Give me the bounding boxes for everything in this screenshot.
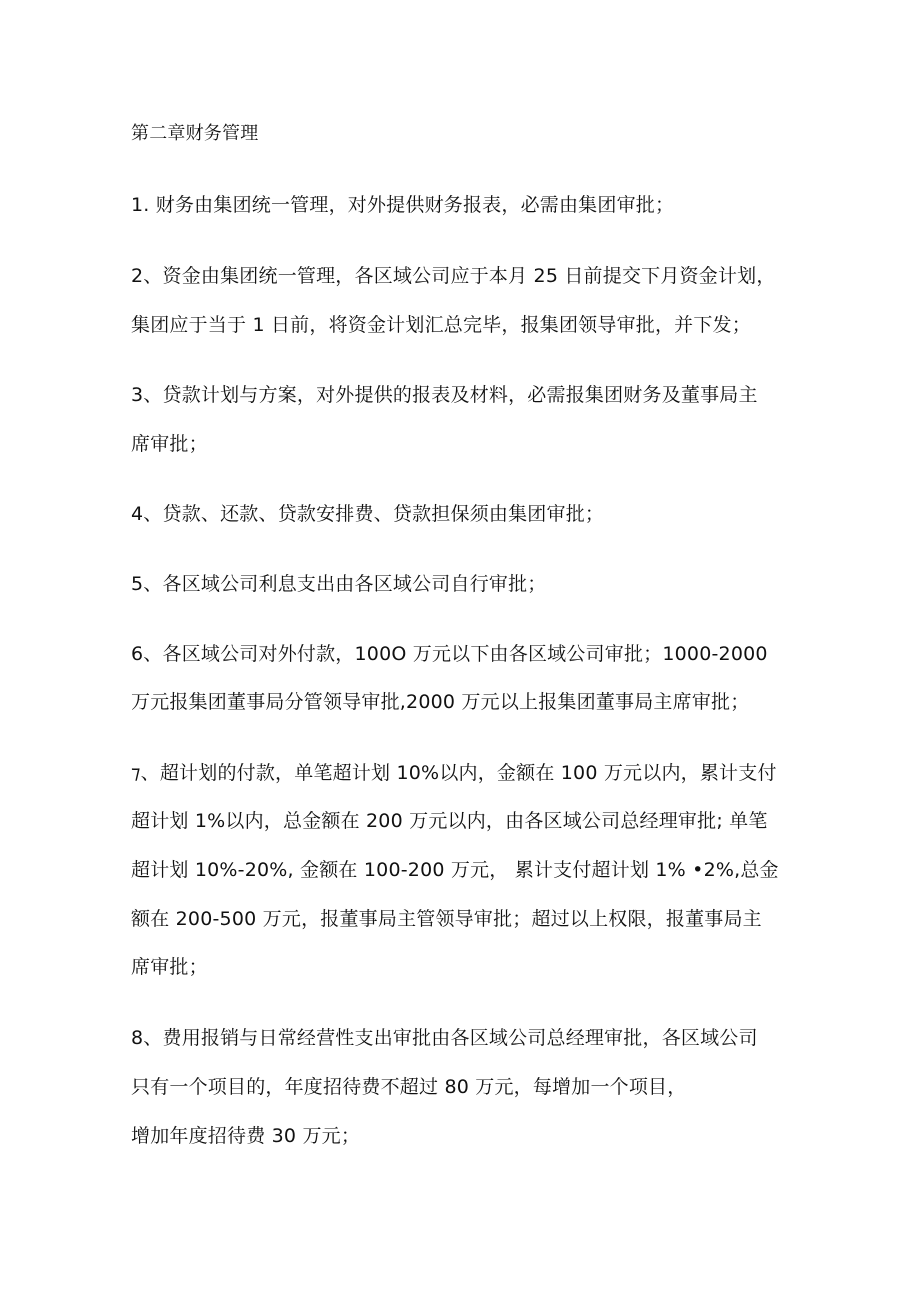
item-1-line-1: 1. 财务由集团统一管理，对外提供财务报表，必需由集团审批； (131, 194, 675, 216)
item-8-line-1: 8、费用报销与日常经营性支出审批由各区域公司总经理审批，各区域公司 (131, 1027, 758, 1049)
item-3-line-2: 席审批； (131, 433, 208, 455)
item-7-line-2: 超计划 1%以内，总金额在 200 万元以内，由各区域公司总经理审批; 单笔 (131, 810, 768, 832)
item-6-line-1: 6、各区域公司对外付款，100O 万元以下由各区域公司审批；1000-2000 (131, 643, 768, 665)
item-8-line-2: 只有一个项目的，年度招待费不超过 80 万元，每增加一个项目， (131, 1076, 687, 1098)
item-2-line-1: 2、资金由集团统一管理，各区域公司应于本月 25 日前提交下月资金计划， (131, 265, 776, 287)
item-8-line-3: 增加年度招待费 30 万元； (131, 1125, 361, 1147)
item-7-line-3: 超计划 10%-20%, 金额在 100-200 万元， 累计支付超计划 1% •2%,总金 (131, 859, 779, 881)
item-2-line-2: 集团应于当于 1 日前，将资金计划汇总完毕，报集团领导审批，并下发； (131, 314, 751, 336)
item-7-line-5: 席审批； (131, 956, 208, 978)
item-3-line-1: 3、贷款计划与方案，对外提供的报表及材料，必需报集团财务及董事局主 (131, 384, 758, 406)
item-5-line-1: 5、各区域公司利息支出由各区域公司自行审批； (131, 573, 547, 595)
item-4-line-1: 4、贷款、还款、贷款安排费、贷款担保须由集团审批； (131, 503, 605, 525)
item-7-line-1: ⁊、超计划的付款，单笔超计划 10%以内，金额在 100 万元以内，累计支付 (131, 762, 777, 784)
item-6-line-2: 万元报集团董事局分管领导审批,2000 万元以上报集团董事局主席审批； (131, 691, 750, 713)
chapter-title: 第二章财务管理 (131, 123, 259, 144)
item-7-line-4: 额在 200-500 万元，报董事局主管领导审批；超过以上权限，报董事局主 (131, 908, 762, 930)
